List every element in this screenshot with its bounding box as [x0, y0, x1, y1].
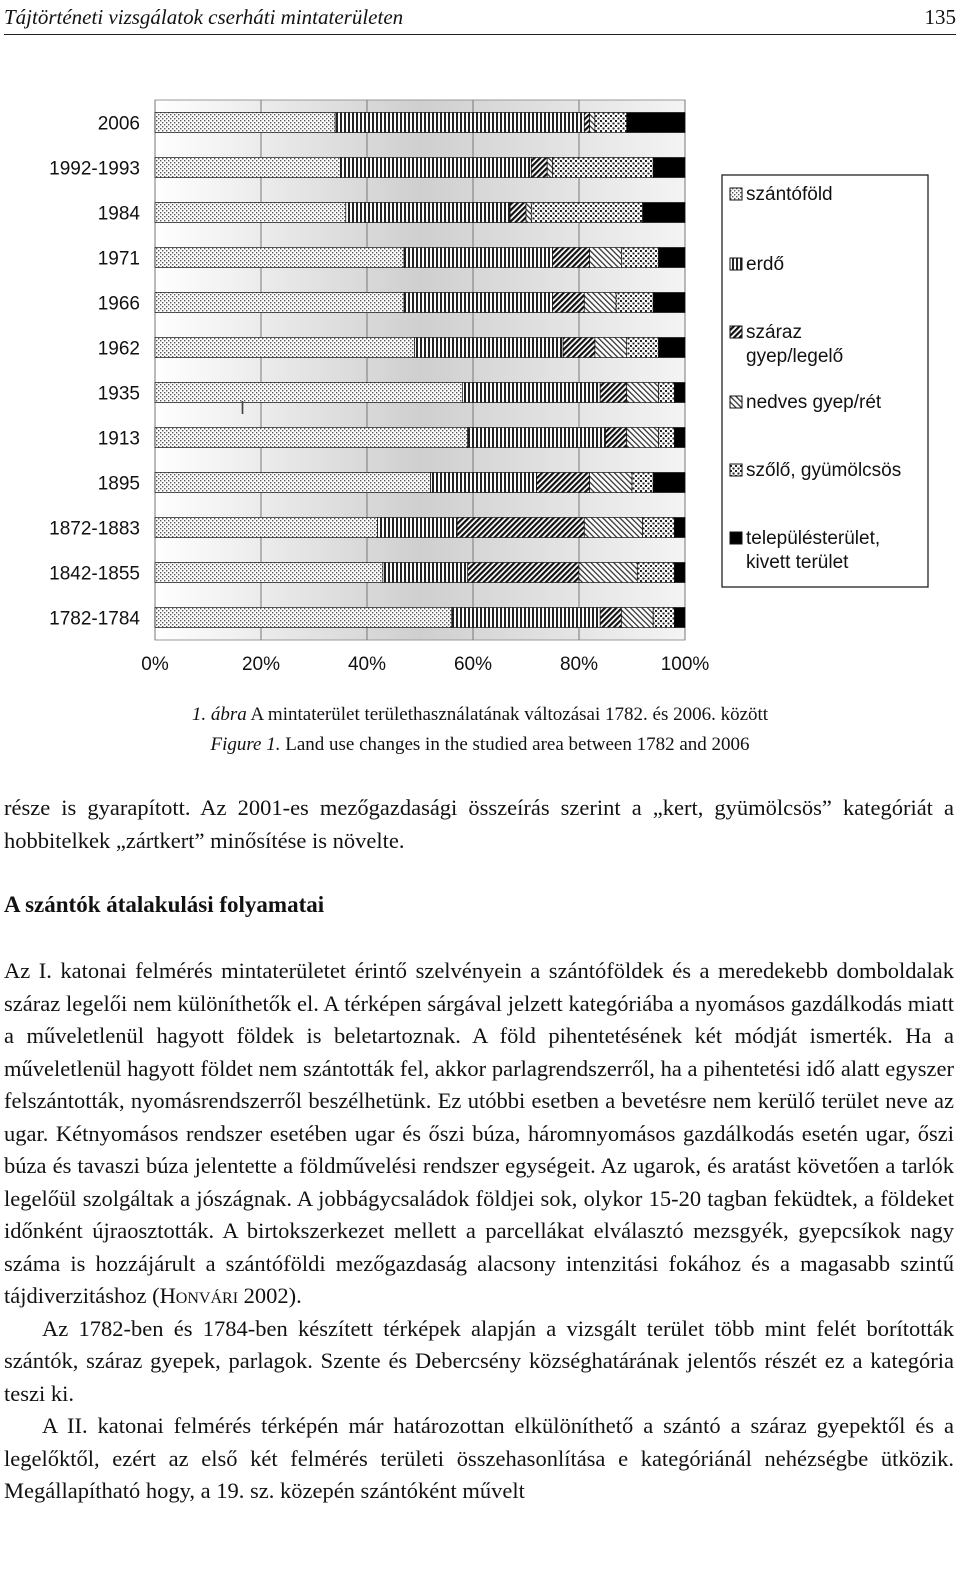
bar-segment: [590, 113, 595, 133]
bar-segment: [510, 203, 526, 223]
caption-en-text: Land use changes in the studied area between 1782 and 2006: [280, 734, 750, 755]
bar-segment: [462, 383, 600, 403]
bar-segment: [674, 428, 685, 448]
legend-label: településterület,: [746, 528, 881, 549]
bar-segment: [632, 473, 653, 493]
bar-segment: [674, 608, 685, 628]
bar-segment: [346, 203, 510, 223]
bar-segment: [468, 563, 579, 583]
bar-segment: [452, 608, 600, 628]
bar-segment: [553, 248, 590, 268]
figure-caption-hu: [0, 704, 960, 726]
bar-segment: [563, 338, 595, 358]
bar-segment: [404, 248, 552, 268]
bar-segment: [553, 158, 654, 178]
bar-segment: [674, 518, 685, 538]
bar-segment: [531, 158, 547, 178]
y-tick-label: 1971: [97, 248, 140, 270]
bar-segment: [653, 473, 685, 493]
y-tick-label: 1842-1855: [49, 563, 140, 585]
land-use-chart: [0, 80, 960, 690]
bar-segment: [341, 158, 532, 178]
legend-swatch: [730, 258, 742, 270]
running-header: [4, 0, 956, 35]
y-tick-label: 1984: [97, 203, 140, 225]
legend-swatch: [730, 464, 742, 476]
bar-segment: [621, 608, 653, 628]
x-tick-label: 80%: [559, 654, 599, 675]
legend-label: szántóföld: [746, 184, 833, 205]
bar-segment: [155, 563, 383, 583]
bar-segment: [590, 248, 622, 268]
bar-segment: [653, 158, 685, 178]
bar-segment: [653, 293, 685, 313]
caption-hu-label: 1. ábra: [191, 704, 247, 725]
bar-segment: [378, 518, 458, 538]
paragraph-4: A II. katonai felmérés térképén már határozottan elkülöníthető a szántó a száraz gyepektől és a legelőktől, ezért az első két felmérés területi összehasonlítása e kategóriánál nehézségbe ütközik. Megállapítható hogy, a 19. sz. közepén szántóként művelt: [4, 1413, 954, 1503]
bar-segment: [404, 293, 552, 313]
bar-segment: [155, 338, 415, 358]
page-number: 135: [924, 4, 956, 29]
bar-segment: [155, 383, 462, 403]
bar-segment: [155, 293, 404, 313]
bar-segment: [155, 473, 431, 493]
caption-hu-text: A mintaterület területhasználatának változásai 1782. és 2006. között: [246, 704, 769, 725]
paragraph-3: Az 1782-ben és 1784-ben készített térképek alapján a vizsgált terület több mint felét borították szántók, száraz gyepek, parlagok. Szente és Debercsény községhatárának jelentős részét ez a kategória teszi ki.: [4, 1315, 954, 1406]
paragraph-1: része is gyarapított. Az 2001-es mezőgazdasági összeírás szerint a „kert, gyümölcsös” kategóriát a hobbitelkek „zártkert” minősítése is növelte.: [4, 795, 954, 853]
x-tick-label: 60%: [453, 654, 493, 675]
body-paragraphs: [4, 955, 954, 1508]
y-tick-label: 2006: [97, 113, 140, 135]
legend-swatch: [730, 326, 742, 338]
section-heading: A szántók átalakulási folyamatai: [4, 892, 325, 917]
legend-label: kivett terület: [746, 552, 849, 573]
chart-svg: [0, 80, 960, 690]
legend-label: erdő: [746, 254, 785, 275]
y-tick-label: 1913: [97, 428, 140, 450]
bar-segment: [653, 608, 674, 628]
bar-segment: [674, 563, 685, 583]
x-tick-label: 0%: [141, 654, 169, 675]
bar-segment: [335, 113, 584, 133]
bar-segment: [600, 608, 621, 628]
bar-segment: [155, 608, 452, 628]
y-tick-label: 1962: [97, 338, 140, 360]
bar-segment: [457, 518, 584, 538]
legend-swatch: [730, 396, 742, 408]
citation-author: Honvári: [159, 1283, 239, 1308]
bar-segment: [468, 428, 606, 448]
legend-label: nedves gyep/rét: [746, 392, 882, 413]
bar-segment: [606, 428, 627, 448]
y-tick-label: 1992-1993: [49, 158, 140, 180]
bar-segment: [659, 428, 675, 448]
x-tick-label: 100%: [660, 654, 710, 675]
bar-segment: [627, 383, 659, 403]
bar-segment: [584, 518, 642, 538]
bar-segment: [627, 113, 685, 133]
paragraph-2-text: Az I. katonai felmérés mintaterületet érintő szelvényein a szántóföldek és a meredekebb domboldalak száraz legelői nem különíthetők el. A térképen sárgával jelzett kategóriába a nyomásos gazdálkodás miatt a műveletlenül hagyott földek is beletartoznak. A föld pihentetésének két módját ismerték. Ha a műveletlenül hagyott földet nem szántották fel, akkor parlagrendszerről, ha a pihentetési idő alatt egyszer felszántották, nyomásrendszerről beszélhetünk. Ez utóbbi esetben a bevetésre nem kerülő terület neve az ugar. Kétnyomásos rendszer esetében ugar és őszi búza, háromnyomásos gazdálkodás esetén ugar, őszi búza és tavaszi búza jelentette a földművelési rendszer egységeit. Az ugarok, és aratást követően a tarlók legelőül szolgáltak a jószágnak. A jobbágycsaládok földjei sok, olykor 15-20 tagban feküdtek, a földeket időnként újraosztották. A birtokszerkezet mellett a parcellákat elválasztó mezsgyék, gyepcsíkok nagy száma is hozzájárult a szántóföldi mezőgazdaság alacsony intenzitási fokához és a magasabb szintű tájdiverzitáshoz (: [4, 958, 954, 1308]
bar-segment: [659, 248, 686, 268]
bar-segment: [659, 338, 686, 358]
legend-box: [722, 175, 928, 587]
bar-segment: [621, 248, 658, 268]
legend-label: szőlő, gyümölcsös: [746, 460, 902, 481]
plot-area: [155, 100, 685, 640]
citation-year: 2002).: [238, 1283, 302, 1308]
bar-segment: [537, 473, 590, 493]
bar-segment: [659, 383, 675, 403]
bar-segment: [155, 158, 341, 178]
bar-segment: [579, 563, 637, 583]
bar-segment: [584, 293, 616, 313]
bar-segment: [643, 203, 685, 223]
bar-segment: [584, 113, 589, 133]
bar-segment: [595, 113, 627, 133]
y-tick-label: 1782-1784: [49, 608, 140, 630]
bar-segment: [590, 473, 632, 493]
x-tick-label: 40%: [347, 654, 387, 675]
bar-segment: [627, 338, 659, 358]
bar-segment: [155, 248, 404, 268]
paragraph-2: [4, 955, 954, 1313]
figure-caption-en: [0, 734, 960, 756]
bar-segment: [431, 473, 537, 493]
bar-segment: [616, 293, 653, 313]
y-tick-label: 1872-1883: [49, 518, 140, 540]
chart-annotation: I: [240, 398, 246, 418]
legend-label: gyep/legelő: [746, 346, 844, 367]
bar-segment: [155, 113, 335, 133]
bar-segment: [526, 203, 531, 223]
bar-segment: [643, 518, 675, 538]
legend-swatch: [730, 532, 742, 544]
bar-segment: [383, 563, 468, 583]
legend-swatch: [730, 188, 742, 200]
paragraph-continued: [4, 792, 954, 857]
bar-segment: [553, 293, 585, 313]
bar-segment: [674, 383, 685, 403]
x-tick-label: 20%: [241, 654, 281, 675]
y-tick-label: 1966: [97, 293, 140, 315]
bar-segment: [627, 428, 659, 448]
y-tick-label: 1895: [97, 473, 140, 495]
bar-segment: [415, 338, 563, 358]
y-tick-label: 1935: [97, 383, 140, 405]
bar-segment: [531, 203, 642, 223]
bar-segment: [637, 563, 674, 583]
bar-segment: [600, 383, 627, 403]
bar-segment: [155, 518, 378, 538]
bar-segment: [595, 338, 627, 358]
bar-segment: [547, 158, 552, 178]
running-title: Tájtörténeti vizsgálatok cserháti mintaterületen: [4, 4, 404, 29]
caption-en-label: Figure 1.: [210, 734, 281, 755]
legend-label: száraz: [746, 322, 802, 343]
bar-segment: [155, 203, 346, 223]
bar-segment: [155, 428, 468, 448]
